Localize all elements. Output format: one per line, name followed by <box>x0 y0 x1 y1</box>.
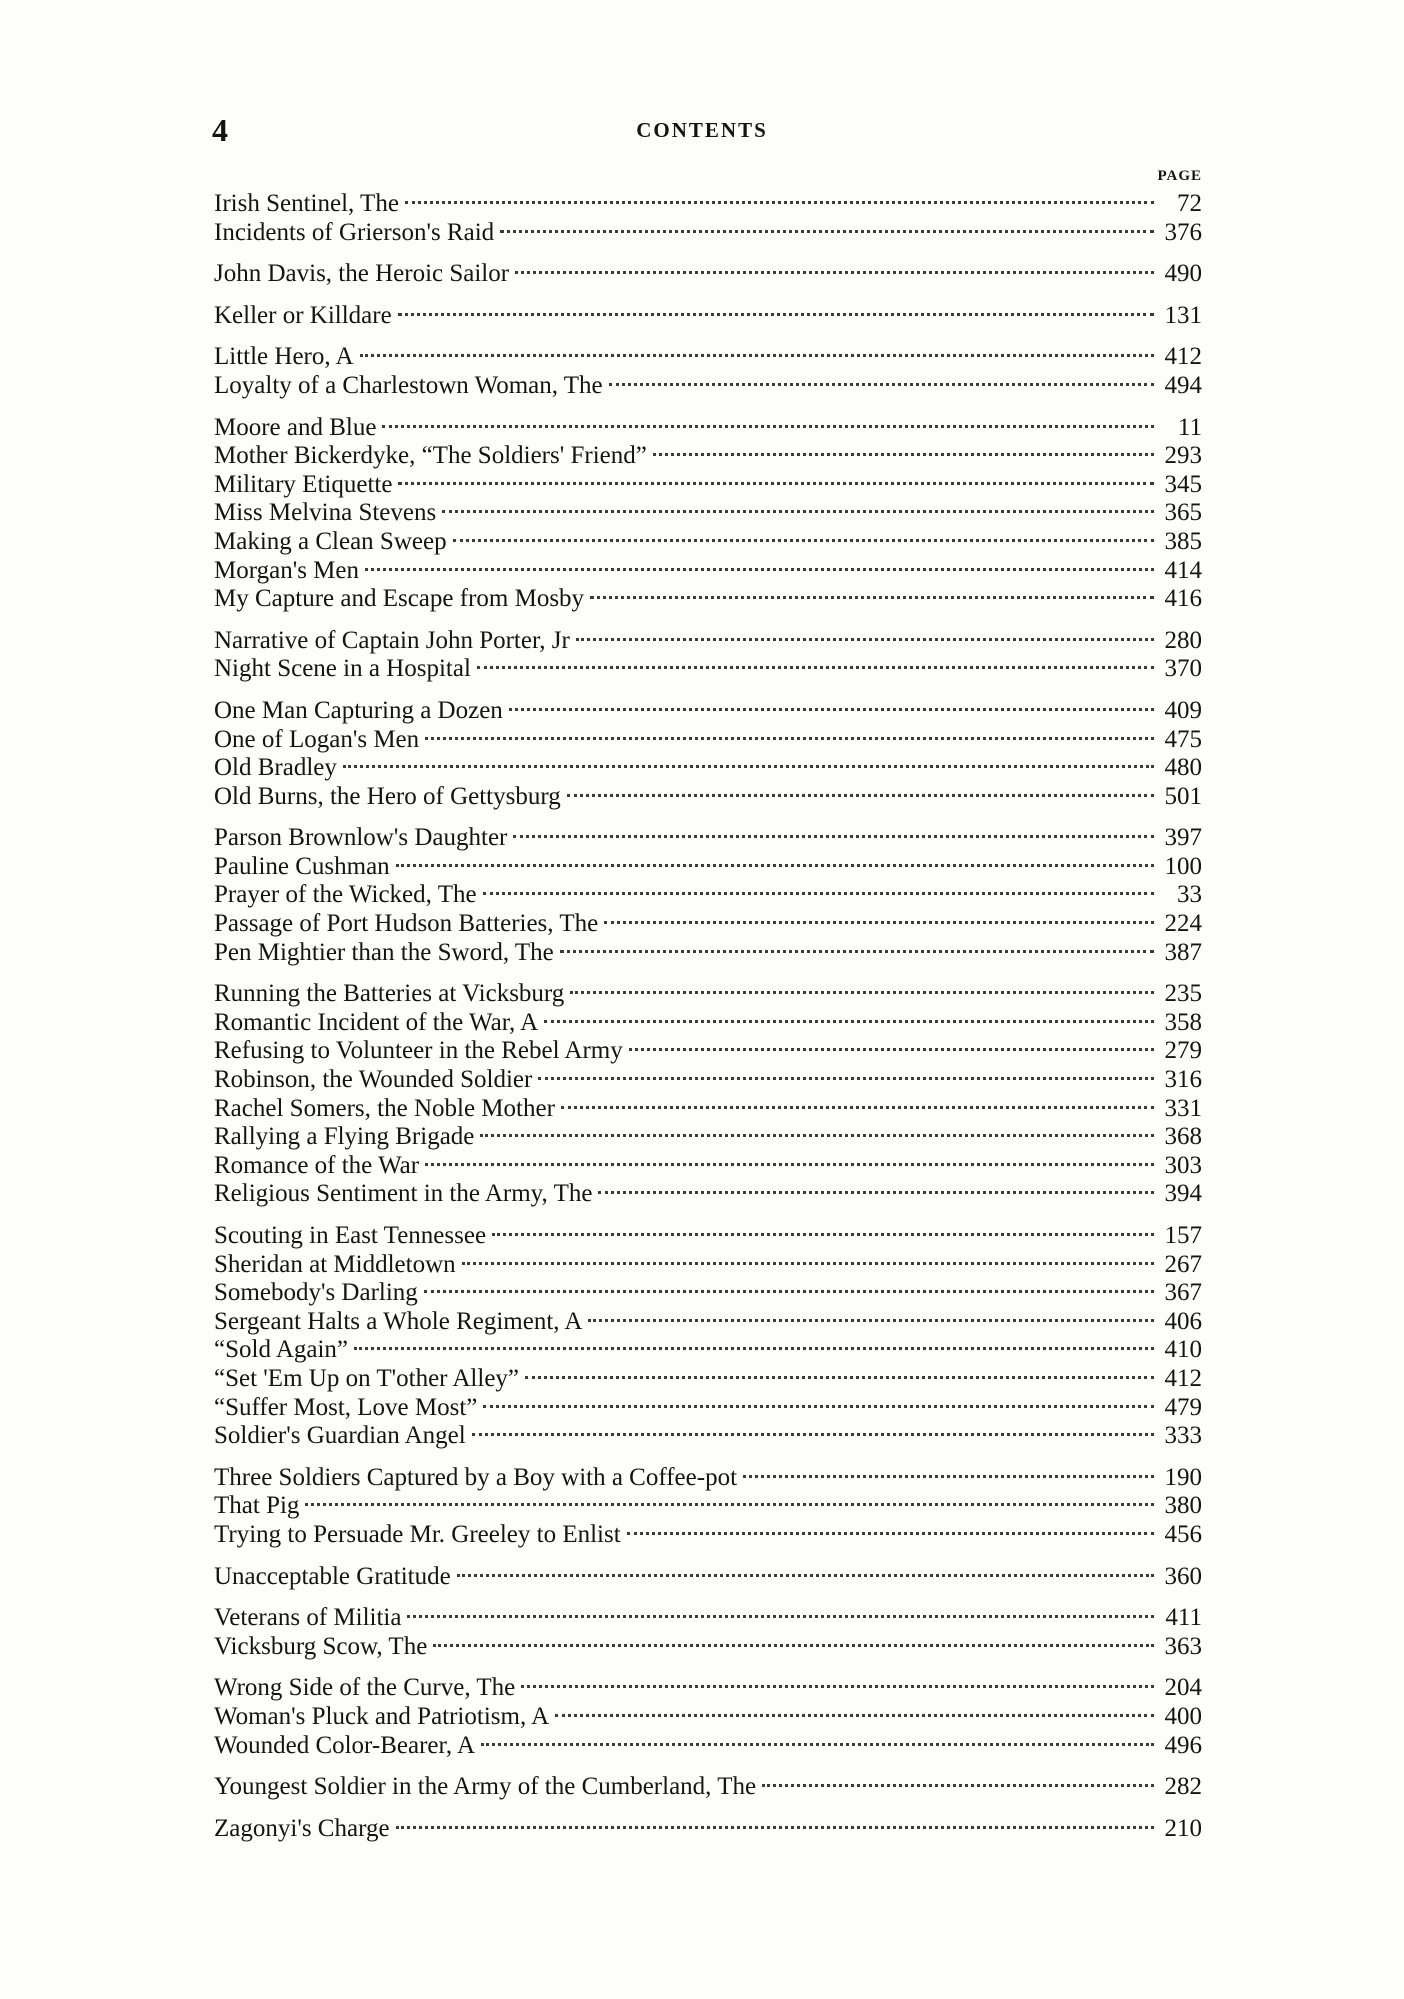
entry-page-number: 368 <box>1164 1123 1202 1151</box>
dot-leader <box>481 1743 1154 1746</box>
entry-page-number: 501 <box>1164 782 1202 810</box>
entry-page-number: 333 <box>1164 1422 1202 1450</box>
entry-title: Running the Batteries at Vicksburg <box>214 980 565 1008</box>
entry-page-number: 11 <box>1177 413 1202 441</box>
dot-leader <box>627 1532 1154 1535</box>
entry-page-number: 397 <box>1164 824 1202 852</box>
toc-entry <box>214 754 1202 783</box>
toc-entry <box>214 1492 1202 1521</box>
toc-entry <box>214 1251 1202 1280</box>
toc-entry <box>214 1066 1202 1095</box>
toc-entry <box>214 1815 1202 1844</box>
entry-title: Narrative of Captain John Porter, Jr <box>214 626 570 654</box>
entry-title: Old Bradley <box>214 754 337 782</box>
entry-title: Refusing to Volunteer in the Rebel Army <box>214 1037 623 1065</box>
dot-leader <box>590 596 1154 599</box>
entry-title: Somebody's Darling <box>214 1279 418 1307</box>
toc-entry <box>214 1633 1202 1662</box>
toc-entry <box>214 1365 1202 1394</box>
entry-title: Sergeant Halts a Whole Regiment, A <box>214 1307 583 1335</box>
entry-page-number: 414 <box>1164 556 1202 584</box>
dot-leader <box>453 539 1154 542</box>
entry-page-number: 367 <box>1164 1279 1202 1307</box>
dot-leader <box>398 482 1154 485</box>
dot-leader <box>513 835 1154 838</box>
entry-page-number: 496 <box>1164 1731 1202 1759</box>
entry-title: Night Scene in a Hospital <box>214 655 471 683</box>
entry-title: Wounded Color-Bearer, A <box>214 1731 475 1759</box>
dot-leader <box>653 453 1154 456</box>
dot-leader <box>588 1319 1154 1322</box>
toc-entry <box>214 414 1202 443</box>
entry-page-number: 385 <box>1164 527 1202 555</box>
entry-title: Moore and Blue <box>214 413 377 441</box>
entry-page-number: 406 <box>1164 1307 1202 1335</box>
dot-leader <box>457 1574 1154 1577</box>
entry-title: Rallying a Flying Brigade <box>214 1123 475 1151</box>
entry-title: One of Logan's Men <box>214 725 420 753</box>
entry-page-number: 494 <box>1164 371 1202 399</box>
toc-group <box>214 1563 1202 1592</box>
dot-leader <box>561 1106 1154 1109</box>
toc-entry <box>214 1521 1202 1550</box>
dot-leader <box>365 568 1154 571</box>
entry-page-number: 365 <box>1164 499 1202 527</box>
entry-title: Miss Melvina Stevens <box>214 499 437 527</box>
entry-page-number: 224 <box>1164 910 1202 938</box>
entry-page-number: 204 <box>1164 1674 1202 1702</box>
dot-leader <box>424 1290 1154 1293</box>
dot-leader <box>515 271 1154 274</box>
toc-entry <box>214 1422 1202 1451</box>
entry-title: Religious Sentiment in the Army, The <box>214 1180 593 1208</box>
toc-entry <box>214 442 1202 471</box>
entry-page-number: 412 <box>1164 343 1202 371</box>
page-number: 4 <box>212 112 228 148</box>
toc-entry <box>214 910 1202 939</box>
entry-page-number: 411 <box>1165 1604 1202 1632</box>
entry-page-number: 380 <box>1164 1492 1202 1520</box>
toc-entry <box>214 783 1202 812</box>
entry-page-number: 409 <box>1164 696 1202 724</box>
dot-leader <box>509 708 1154 711</box>
toc-entry <box>214 980 1202 1009</box>
toc-entry <box>214 190 1202 219</box>
dot-leader <box>762 1784 1154 1787</box>
dot-leader <box>538 1077 1154 1080</box>
toc-entry <box>214 1152 1202 1181</box>
entry-page-number: 479 <box>1164 1393 1202 1421</box>
dot-leader <box>570 991 1154 994</box>
dot-leader <box>425 1163 1154 1166</box>
entry-page-number: 279 <box>1164 1037 1202 1065</box>
dot-leader <box>396 1826 1154 1829</box>
dot-leader <box>407 1615 1154 1618</box>
entry-title: Vicksburg Scow, The <box>214 1632 428 1660</box>
toc-entry <box>214 1773 1202 1802</box>
toc-group <box>214 627 1202 684</box>
entry-page-number: 490 <box>1164 260 1202 288</box>
dot-leader <box>425 737 1154 740</box>
dot-leader <box>462 1262 1154 1265</box>
entry-page-number: 410 <box>1164 1336 1202 1364</box>
toc-entry <box>214 1180 1202 1209</box>
entry-title: Passage of Port Hudson Batteries, The <box>214 910 599 938</box>
entry-page-number: 316 <box>1164 1066 1202 1094</box>
toc-entry <box>214 881 1202 910</box>
entry-title: Zagonyi's Charge <box>214 1814 390 1842</box>
entry-page-number: 400 <box>1164 1702 1202 1730</box>
entry-title: Romantic Incident of the War, A <box>214 1008 539 1036</box>
entry-title: Sheridan at Middletown <box>214 1250 456 1278</box>
toc-entry <box>214 528 1202 557</box>
toc-entry <box>214 372 1202 401</box>
entry-title: Rachel Somers, the Noble Mother <box>214 1094 555 1122</box>
dot-leader <box>500 230 1154 233</box>
toc-entry <box>214 557 1202 586</box>
entry-title: Prayer of the Wicked, The <box>214 881 477 909</box>
toc-entry <box>214 824 1202 853</box>
toc-entry <box>214 1464 1202 1493</box>
toc-entry <box>214 655 1202 684</box>
entry-title: Wrong Side of the Curve, The <box>214 1674 516 1702</box>
toc-entry <box>214 471 1202 500</box>
toc-group <box>214 697 1202 811</box>
toc-group <box>214 414 1202 614</box>
dot-leader <box>492 1233 1154 1236</box>
entry-title: Pen Mightier than the Sword, The <box>214 938 554 966</box>
entry-title: One Man Capturing a Dozen <box>214 696 503 724</box>
toc-group <box>214 1815 1202 1844</box>
toc-group <box>214 190 1202 247</box>
page-column-label: PAGE <box>1157 168 1202 184</box>
entry-page-number: 210 <box>1164 1814 1202 1842</box>
entry-title: Veterans of Militia <box>214 1604 402 1632</box>
entry-page-number: 475 <box>1164 725 1202 753</box>
toc-entry <box>214 627 1202 656</box>
dot-leader <box>433 1644 1154 1647</box>
dot-leader <box>743 1475 1154 1478</box>
entry-page-number: 282 <box>1164 1773 1202 1801</box>
entry-page-number: 363 <box>1164 1632 1202 1660</box>
toc-entry <box>214 219 1202 248</box>
entry-title: Three Soldiers Captured by a Boy with a Coffee-pot <box>214 1463 738 1491</box>
entry-title: “Set 'Em Up on T'other Alley” <box>214 1364 520 1392</box>
entry-title: That Pig <box>214 1492 300 1520</box>
toc-group <box>214 1222 1202 1451</box>
toc-group <box>214 1464 1202 1550</box>
dot-leader <box>396 864 1154 867</box>
entry-title: Pauline Cushman <box>214 852 390 880</box>
toc-entry <box>214 939 1202 968</box>
dot-leader <box>521 1685 1154 1688</box>
entry-page-number: 267 <box>1164 1250 1202 1278</box>
dot-leader <box>629 1048 1154 1051</box>
toc-group <box>214 1773 1202 1802</box>
entry-page-number: 235 <box>1164 980 1202 1008</box>
entry-page-number: 360 <box>1164 1562 1202 1590</box>
dot-leader <box>442 510 1154 513</box>
entry-page-number: 293 <box>1164 442 1202 470</box>
entry-page-number: 72 <box>1177 190 1202 217</box>
toc-entry <box>214 1279 1202 1308</box>
toc-entry <box>214 726 1202 755</box>
dot-leader <box>354 1347 1154 1350</box>
dot-leader <box>525 1376 1154 1379</box>
dot-leader <box>576 638 1154 641</box>
entry-page-number: 412 <box>1164 1364 1202 1392</box>
toc-entry <box>214 1563 1202 1592</box>
entry-title: Parson Brownlow's Daughter <box>214 824 508 852</box>
toc-entry <box>214 499 1202 528</box>
entry-title: Incidents of Grierson's Raid <box>214 218 495 246</box>
entry-title: Youngest Soldier in the Army of the Cumberland, The <box>214 1773 757 1801</box>
toc-entry <box>214 1703 1202 1732</box>
entry-page-number: 131 <box>1164 301 1202 329</box>
toc-entry <box>214 1308 1202 1337</box>
entry-title: Robinson, the Wounded Soldier <box>214 1066 533 1094</box>
dot-leader <box>604 921 1154 924</box>
toc-group <box>214 302 1202 331</box>
entry-title: John Davis, the Heroic Sailor <box>214 260 510 288</box>
toc-entry <box>214 1732 1202 1761</box>
entry-title: Morgan's Men <box>214 556 360 584</box>
dot-leader <box>343 765 1154 768</box>
entry-title: Unacceptable Gratitude <box>214 1562 451 1590</box>
toc-entry <box>214 1394 1202 1423</box>
toc-group <box>214 1604 1202 1661</box>
entry-page-number: 33 <box>1177 881 1202 909</box>
entry-title: Keller or Killdare <box>214 301 392 329</box>
entry-title: Soldier's Guardian Angel <box>214 1422 466 1450</box>
toc-entry <box>214 1336 1202 1365</box>
dot-leader <box>477 666 1154 669</box>
dot-leader <box>360 354 1154 357</box>
entry-title: Mother Bickerdyke, “The Soldiers' Friend” <box>214 442 647 470</box>
entry-title: Trying to Persuade Mr. Greeley to Enlist <box>214 1520 621 1548</box>
toc-list <box>214 190 1202 1856</box>
toc-entry <box>214 1009 1202 1038</box>
entry-title: Romance of the War <box>214 1151 420 1179</box>
entry-page-number: 480 <box>1164 754 1202 782</box>
entry-title: Irish Sentinel, The <box>214 190 399 217</box>
toc-entry <box>214 1674 1202 1703</box>
toc-group <box>214 1674 1202 1760</box>
dot-leader <box>609 383 1154 386</box>
dot-leader <box>555 1714 1154 1717</box>
entry-page-number: 190 <box>1164 1463 1202 1491</box>
entry-title: Little Hero, A <box>214 343 354 371</box>
entry-title: My Capture and Escape from Mosby <box>214 585 585 613</box>
dot-leader <box>398 313 1154 316</box>
toc-entry <box>214 1037 1202 1066</box>
dot-leader <box>598 1191 1154 1194</box>
toc-entry <box>214 302 1202 331</box>
toc-entry <box>214 1095 1202 1124</box>
entry-page-number: 387 <box>1164 938 1202 966</box>
toc-entry <box>214 1604 1202 1633</box>
entry-page-number: 100 <box>1164 852 1202 880</box>
entry-title: Scouting in East Tennessee <box>214 1222 487 1249</box>
dot-leader <box>483 1405 1154 1408</box>
entry-page-number: 358 <box>1164 1008 1202 1036</box>
dot-leader <box>480 1134 1154 1137</box>
dot-leader <box>472 1433 1154 1436</box>
entry-title: Making a Clean Sweep <box>214 527 447 555</box>
toc-group <box>214 260 1202 289</box>
entry-title: “Suffer Most, Love Most” <box>214 1393 478 1421</box>
entry-page-number: 280 <box>1164 626 1202 654</box>
entry-page-number: 416 <box>1164 585 1202 613</box>
entry-title: “Sold Again” <box>214 1336 349 1364</box>
toc-group <box>214 824 1202 967</box>
entry-page-number: 394 <box>1164 1180 1202 1208</box>
dot-leader <box>382 425 1154 428</box>
toc-entry <box>214 853 1202 882</box>
entry-page-number: 456 <box>1164 1520 1202 1548</box>
entry-page-number: 157 <box>1164 1222 1202 1249</box>
toc-entry <box>214 1222 1202 1251</box>
entry-page-number: 331 <box>1164 1094 1202 1122</box>
dot-leader <box>560 950 1154 953</box>
entry-title: Military Etiquette <box>214 470 393 498</box>
toc-entry <box>214 260 1202 289</box>
entry-title: Loyalty of a Charlestown Woman, The <box>214 371 603 399</box>
entry-page-number: 370 <box>1164 655 1202 683</box>
entry-title: Woman's Pluck and Patriotism, A <box>214 1702 550 1730</box>
dot-leader <box>483 892 1154 895</box>
running-title: CONTENTS <box>636 118 768 142</box>
toc-entry <box>214 343 1202 372</box>
entry-title: Old Burns, the Hero of Gettysburg <box>214 782 561 810</box>
entry-page-number: 376 <box>1164 218 1202 246</box>
toc-group <box>214 980 1202 1209</box>
toc-group <box>214 343 1202 400</box>
toc-entry <box>214 697 1202 726</box>
entry-page-number: 303 <box>1164 1151 1202 1179</box>
dot-leader <box>405 201 1154 204</box>
dot-leader <box>305 1503 1154 1506</box>
entry-page-number: 345 <box>1164 470 1202 498</box>
dot-leader <box>544 1020 1154 1023</box>
dot-leader <box>567 794 1154 797</box>
toc-entry <box>214 585 1202 614</box>
toc-entry <box>214 1123 1202 1152</box>
